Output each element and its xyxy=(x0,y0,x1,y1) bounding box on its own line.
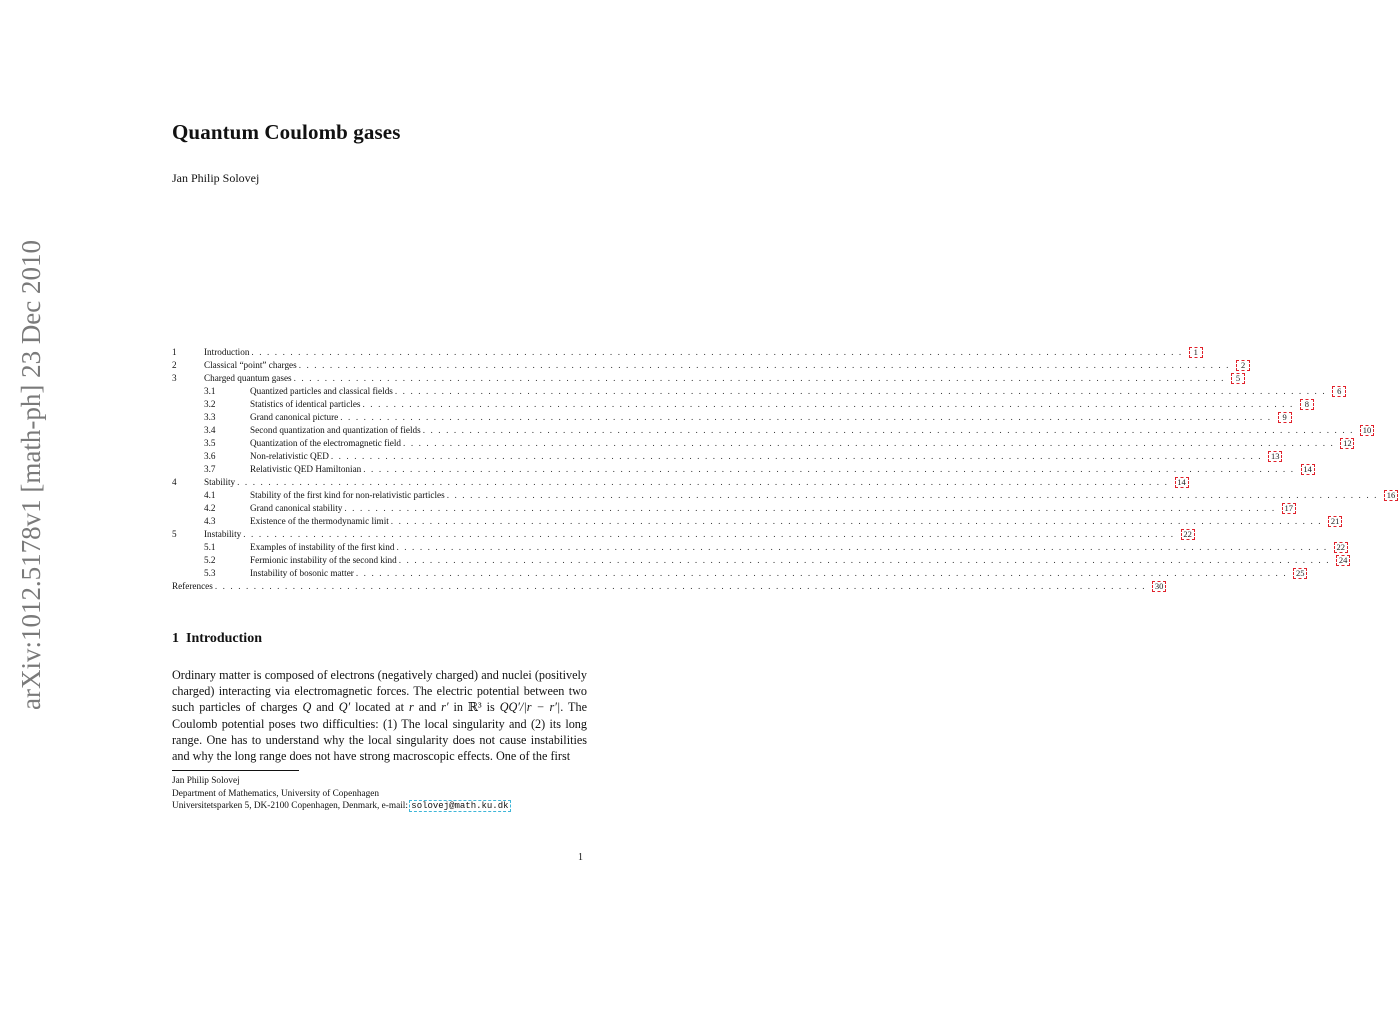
toc-page-link[interactable]: 9 xyxy=(1278,412,1292,423)
toc-page-link[interactable]: 8 xyxy=(1300,399,1314,410)
toc-title: Classical “point” charges xyxy=(204,360,297,370)
toc-row[interactable] xyxy=(172,515,1340,528)
toc-number: 5.3 xyxy=(204,568,216,578)
toc-leader-dots: . . . . . . . . . . . . . . . . . . . . . . . . . . . . . . . . . . . . . . . . . . . . . . . . . . . . . . . . . . . . . . . . . . . . . . . . . . . . . . . . . . . . . . . . . . . . . . . . . . . . . . . . . . . . . . . . . . . . . . . . xyxy=(355,568,1288,578)
toc-page-link[interactable]: 5 xyxy=(1231,373,1245,384)
toc-row[interactable] xyxy=(172,489,1396,502)
toc-number: 3.5 xyxy=(204,438,216,448)
toc-title: Examples of instability of the first kind xyxy=(250,542,395,552)
toc-leader-dots: . . . . . . . . . . . . . . . . . . . . . . . . . . . . . . . . . . . . . . . . . . . . . . . . . . . . . . . . . . . . . . . . . . . . . . . . . . . . . . . . . . . . . . . . . . . . . . . . . . . . . . . . . . . . . . . . . . . . . . . . xyxy=(362,399,1294,409)
toc-title: Stability xyxy=(204,477,236,487)
toc-page-link[interactable]: 1 xyxy=(1189,347,1203,358)
toc-leader-dots: . . . . . . . . . . . . . . . . . . . . . . . . . . . . . . . . . . . . . . . . . . . . . . . . . . . . . . . . . . . . . . . . . . . . . . . . . . . . . . . . . . . . . . . . . . . . . . . . . . . . . . . . . . . . . . . . . . . . . . . . xyxy=(398,555,1331,565)
toc-page-link[interactable]: 6 xyxy=(1332,386,1346,397)
toc-title: Relativistic QED Hamiltonian xyxy=(250,464,362,474)
toc-row[interactable] xyxy=(172,450,1280,463)
body-text-run: in xyxy=(448,700,468,715)
toc-page-link[interactable]: 14 xyxy=(1175,477,1189,488)
toc-page-link[interactable]: 17 xyxy=(1282,503,1296,514)
toc-title: Instability xyxy=(204,529,242,539)
email-link[interactable]: solovej@math.ku.dk xyxy=(411,801,509,811)
body-text-run: is xyxy=(481,700,500,715)
toc-row[interactable] xyxy=(172,398,1309,411)
footnote-dept: Department of Mathematics, University of Copenhagen xyxy=(172,788,380,799)
math-Q-prime: Q′ xyxy=(338,700,351,715)
toc-title: Non-relativistic QED xyxy=(250,451,329,461)
math-r-prime: r′ xyxy=(441,700,449,715)
toc-leader-dots: . . . . . . . . . . . . . . . . . . . . . . . . . . . . . . . . . . . . . . . . . . . . . . . . . . . . . . . . . . . . . . . . . . . . . . . . . . . . . . . . . . . . . . . . . . . . . . . . . . . . . . . . . . . . . . . . . . . . . . . . xyxy=(446,490,1379,500)
toc-title: Statistics of identical particles xyxy=(250,399,361,409)
toc-row[interactable] xyxy=(172,385,1342,398)
toc-row[interactable] xyxy=(172,567,1305,580)
toc-leader-dots: . . . . . . . . . . . . . . . . . . . . . . . . . . . . . . . . . . . . . . . . . . . . . . . . . . . . . . . . . . . . . . . . . . . . . . . . . . . . . . . . . . . . . . . . . . . . . . . . . . . . . . . . . . . . . . . . . . . . . . . . xyxy=(394,386,1327,396)
toc-leader-dots: . . . . . . . . . . . . . . . . . . . . . . . . . . . . . . . . . . . . . . . . . . . . . . . . . . . . . . . . . . . . . . . . . . . . . . . . . . . . . . . . . . . . . . . . . . . . . . . . . . . . . . . . . . . . . . . . . . . . . . . . xyxy=(363,464,1295,474)
toc-leader-dots: . . . . . . . . . . . . . . . . . . . . . . . . . . . . . . . . . . . . . . . . . . . . . . . . . . . . . . . . . . . . . . . . . . . . . . . . . . . . . . . . . . . . . . . . . . . . . . . . . . . . . . . . . . . . . . . . . . . . . . . . xyxy=(251,347,1183,357)
toc-number: 4.3 xyxy=(204,516,216,526)
toc-number: 3.2 xyxy=(204,399,216,409)
section-number: 1 xyxy=(172,631,179,646)
toc-number: 3 xyxy=(172,373,177,383)
toc-title: Second quantization and quantization of fields xyxy=(250,425,421,435)
arxiv-stamp-text: arXiv:1012.5178v1 [math-ph] 23 Dec 2010 xyxy=(16,239,46,710)
body-text-run: . The Coulomb potential poses two difficulties: (1) The local singularity and (2) its long range. One has to understand why the local singularity does not cause instabilities and why the long range does not have strong macroscopic effects. One of the first xyxy=(172,700,587,764)
toc-leader-dots: . . . . . . . . . . . . . . . . . . . . . . . . . . . . . . . . . . . . . . . . . . . . . . . . . . . . . . . . . . . . . . . . . . . . . . . . . . . . . . . . . . . . . . . . . . . . . . . . . . . . . . . . . . . . . . . . . . . . . . . . xyxy=(293,373,1225,383)
toc-number: 4.2 xyxy=(204,503,216,513)
math-r: r xyxy=(408,700,414,715)
toc-title: Grand canonical stability xyxy=(250,503,343,513)
toc-number: 4.1 xyxy=(204,490,216,500)
table-of-contents xyxy=(172,346,1396,593)
toc-page-link[interactable]: 2 xyxy=(1236,360,1250,371)
toc-title: Quantization of the electromagnetic field xyxy=(250,438,402,448)
toc-leader-dots: . . . . . . . . . . . . . . . . . . . . . . . . . . . . . . . . . . . . . . . . . . . . . . . . . . . . . . . . . . . . . . . . . . . . . . . . . . . . . . . . . . . . . . . . . . . . . . . . . . . . . . . . . . . . . . . . . . . . . . . . xyxy=(330,451,1263,461)
toc-leader-dots: . . . . . . . . . . . . . . . . . . . . . . . . . . . . . . . . . . . . . . . . . . . . . . . . . . . . . . . . . . . . . . . . . . . . . . . . . . . . . . . . . . . . . . . . . . . . . . . . . . . . . . . . . . . . . . . . . . . . . . . . xyxy=(344,503,1276,513)
toc-row[interactable] xyxy=(172,541,1346,554)
toc-row[interactable] xyxy=(172,580,1164,593)
toc-row[interactable] xyxy=(172,424,1372,437)
body-text-run: located at xyxy=(350,700,409,715)
arxiv-stamp xyxy=(4,238,50,718)
toc-page-link[interactable]: 14 xyxy=(1301,464,1315,475)
toc-page-link[interactable]: 21 xyxy=(1328,516,1342,527)
toc-number: 3.1 xyxy=(204,386,216,396)
toc-number: 3.7 xyxy=(204,464,216,474)
toc-page-link[interactable]: 25 xyxy=(1293,568,1307,579)
toc-leader-dots: . . . . . . . . . . . . . . . . . . . . . . . . . . . . . . . . . . . . . . . . . . . . . . . . . . . . . . . . . . . . . . . . . . . . . . . . . . . . . . . . . . . . . . . . . . . . . . . . . . . . . . . . . . . . . . . . . . . . . . . . xyxy=(390,516,1323,526)
toc-page-link[interactable]: 24 xyxy=(1336,555,1350,566)
arxiv-stamp-svg xyxy=(4,238,50,718)
footnote-address: Universitetsparken 5, DK-2100 Copenhagen, Denmark, e-mail: xyxy=(172,801,411,811)
page-number: 1 xyxy=(578,852,583,863)
toc-page-link[interactable]: 13 xyxy=(1268,451,1282,462)
toc-page-link[interactable]: 12 xyxy=(1340,438,1354,449)
math-coulomb-formula: QQ′/|r − r′| xyxy=(499,700,561,715)
toc-leader-dots: . . . . . . . . . . . . . . . . . . . . . . . . . . . . . . . . . . . . . . . . . . . . . . . . . . . . . . . . . . . . . . . . . . . . . . . . . . . . . . . . . . . . . . . . . . . . . . . . . . . . . . . . . . . . . . . . . . . . . . . . xyxy=(340,412,1272,422)
footnote xyxy=(172,775,510,813)
toc-title: Grand canonical picture xyxy=(250,412,339,422)
toc-row[interactable] xyxy=(172,437,1352,450)
toc-title: Existence of the thermodynamic limit xyxy=(250,516,389,526)
toc-number: 3.3 xyxy=(204,412,216,422)
toc-number: 3.6 xyxy=(204,451,216,461)
footnote-name: Jan Philip Solovej xyxy=(172,776,240,786)
toc-row[interactable] xyxy=(172,528,1192,541)
toc-number: 3.4 xyxy=(204,425,216,435)
section-heading xyxy=(172,631,262,647)
toc-number: 4 xyxy=(172,477,177,487)
math-Q: Q xyxy=(302,700,312,715)
toc-leader-dots: . . . . . . . . . . . . . . . . . . . . . . . . . . . . . . . . . . . . . . . . . . . . . . . . . . . . . . . . . . . . . . . . . . . . . . . . . . . . . . . . . . . . . . . . . . . . . . . . . . . . . . . . . . . . . . . . . . . . . . . . xyxy=(422,425,1355,435)
toc-title: Fermionic instability of the second kind xyxy=(250,555,397,565)
section-title: Introduction xyxy=(186,631,262,646)
toc-title: Charged quantum gases xyxy=(204,373,292,383)
toc-row[interactable] xyxy=(172,411,1287,424)
toc-title: Stability of the first kind for non-relativistic particles xyxy=(250,490,445,500)
toc-page-link[interactable]: 30 xyxy=(1152,581,1166,592)
toc-row[interactable] xyxy=(172,372,1241,385)
toc-number: 1 xyxy=(172,347,177,357)
toc-leader-dots: . . . . . . . . . . . . . . . . . . . . . . . . . . . . . . . . . . . . . . . . . . . . . . . . . . . . . . . . . . . . . . . . . . . . . . . . . . . . . . . . . . . . . . . . . . . . . . . . . . . . . . . . . . . . . . . . . . . . . . . . xyxy=(298,360,1231,370)
toc-leader-dots: . . . . . . . . . . . . . . . . . . . . . . . . . . . . . . . . . . . . . . . . . . . . . . . . . . . . . . . . . . . . . . . . . . . . . . . . . . . . . . . . . . . . . . . . . . . . . . . . . . . . . . . . . . . . . . . . . . . . . . . . xyxy=(243,529,1175,539)
toc-row[interactable] xyxy=(172,346,1198,359)
footnote-rule xyxy=(172,770,299,771)
toc-leader-dots: . . . . . . . . . . . . . . . . . . . . . . . . . . . . . . . . . . . . . . . . . . . . . . . . . . . . . . . . . . . . . . . . . . . . . . . . . . . . . . . . . . . . . . . . . . . . . . . . . . . . . . . . . . . . . . . . . . . . . . . . xyxy=(403,438,1335,448)
footnote-address-line xyxy=(172,800,510,813)
toc-page-link[interactable]: 16 xyxy=(1384,490,1398,501)
toc-number: 2 xyxy=(172,360,177,370)
body-text-run: and xyxy=(413,700,442,715)
toc-row[interactable] xyxy=(172,502,1293,515)
body-text-run: and xyxy=(311,700,339,715)
body-paragraph xyxy=(172,667,587,764)
toc-title: Quantized particles and classical fields xyxy=(250,386,393,396)
paper-author: Jan Philip Solovej xyxy=(172,171,260,185)
toc-leader-dots: . . . . . . . . . . . . . . . . . . . . . . . . . . . . . . . . . . . . . . . . . . . . . . . . . . . . . . . . . . . . . . . . . . . . . . . . . . . . . . . . . . . . . . . . . . . . . . . . . . . . . . . . . . . . . . . . . . . . . . . . xyxy=(237,477,1169,487)
toc-row[interactable] xyxy=(172,554,1348,567)
toc-page-link[interactable]: 22 xyxy=(1181,529,1195,540)
toc-page-link[interactable]: 22 xyxy=(1334,542,1348,553)
toc-leader-dots: . . . . . . . . . . . . . . . . . . . . . . . . . . . . . . . . . . . . . . . . . . . . . . . . . . . . . . . . . . . . . . . . . . . . . . . . . . . . . . . . . . . . . . . . . . . . . . . . . . . . . . . . . . . . . . . . . . . . . . . . xyxy=(396,542,1328,552)
toc-title: Introduction xyxy=(204,347,250,357)
toc-title: Instability of bosonic matter xyxy=(250,568,354,578)
toc-title: References xyxy=(172,581,213,591)
toc-leader-dots: . . . . . . . . . . . . . . . . . . . . . . . . . . . . . . . . . . . . . . . . . . . . . . . . . . . . . . . . . . . . . . . . . . . . . . . . . . . . . . . . . . . . . . . . . . . . . . . . . . . . . . . . . . . . . . . . . . . . . . . . xyxy=(214,581,1147,591)
toc-number: 5 xyxy=(172,529,177,539)
math-R3: ℝ³ xyxy=(467,700,482,715)
toc-page-link[interactable]: 10 xyxy=(1360,425,1374,436)
toc-row[interactable] xyxy=(172,359,1246,372)
toc-row[interactable] xyxy=(172,463,1312,476)
body-text-run: Ordinary matter is composed of electrons (negatively charged) and nuclei (positively charged) interacting via electromagnetic forces. The electric potential between two such particles of charges xyxy=(172,668,587,715)
paper-title: Quantum Coulomb gases xyxy=(172,120,401,144)
toc-number: 5.1 xyxy=(204,542,216,552)
toc-row[interactable] xyxy=(172,476,1186,489)
toc-number: 5.2 xyxy=(204,555,216,565)
